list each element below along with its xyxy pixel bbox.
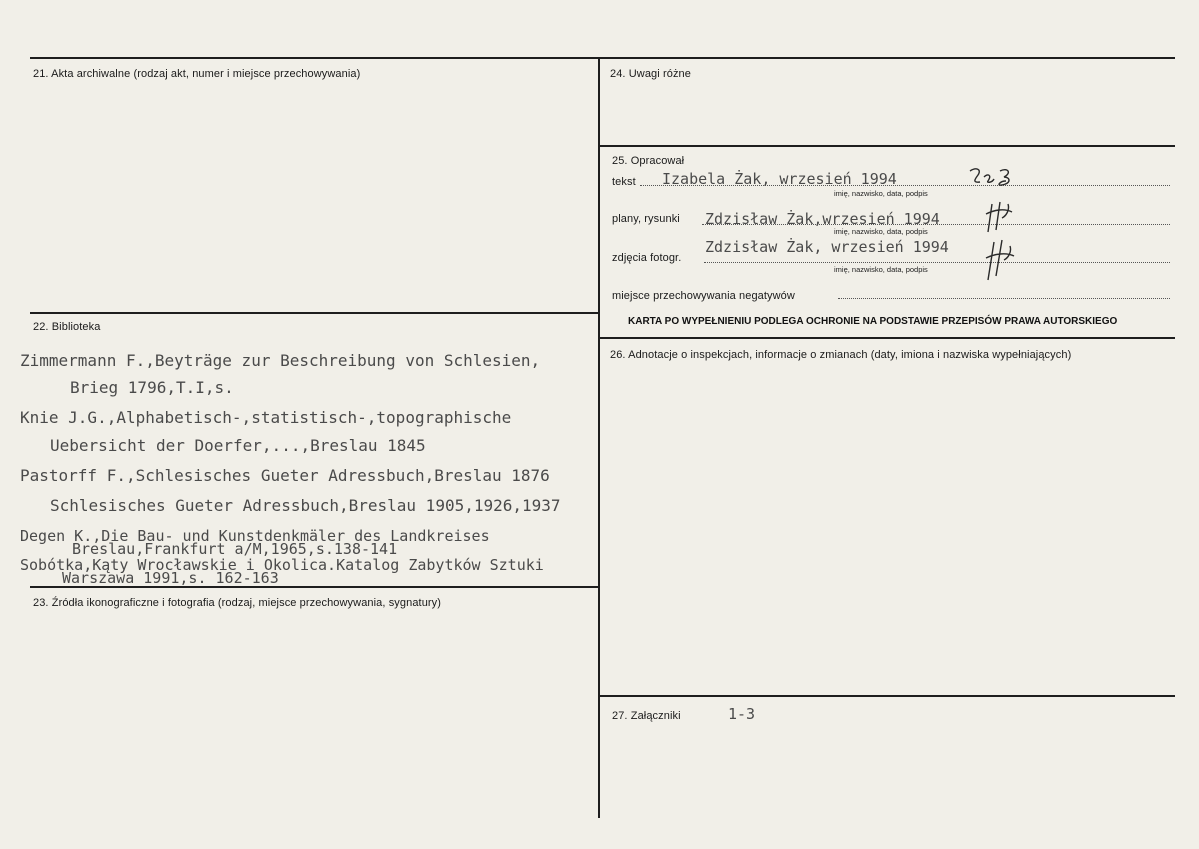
copyright-notice: KARTA PO WYPEŁNIENIU PODLEGA OCHRONIE NA PODSTAWIE PRZEPISÓW PRAWA AUTORSKIEGO — [628, 316, 1118, 327]
bibliography-entry: Pastorff F.,Schlesisches Gueter Adressbuch,Breslau 1876 — [20, 466, 550, 485]
section-21-label: 21. Akta archiwalne (rodzaj akt, numer i miejsce przechowywania) — [33, 68, 361, 80]
rule-24-25 — [599, 145, 1175, 147]
bibliography-entry: Sobótka,Kąty Wrocławskie i Okolica.Katalog Zabytków Sztuki — [20, 556, 544, 574]
section-22-label: 22. Biblioteka — [33, 321, 101, 333]
zdjecia-value: Zdzisław Żak, wrzesień 1994 — [705, 238, 949, 256]
bibliography-entry: Zimmermann F.,Beyträge zur Beschreibung von Schlesien, — [20, 351, 541, 370]
plany-hint: imię, nazwisko, data, podpis — [834, 227, 928, 236]
rule-26-27 — [599, 695, 1175, 697]
bibliography-entry: Breslau,Frankfurt a/M,1965,s.138-141 — [72, 540, 398, 558]
negatywy-label: miejsce przechowywania negatywów — [612, 290, 795, 302]
bibliography-entry: Degen K.,Die Bau- und Kunstdenkmäler des Landkreises — [20, 527, 490, 545]
signature-zdzislaw-1-icon — [982, 200, 1016, 236]
section-23-label: 23. Źródła ikonograficzne i fotografia (rodzaj, miejsce przechowywania, sygnatury) — [33, 597, 442, 609]
rule-21-22 — [30, 312, 599, 314]
section-26-label: 26. Adnotacje o inspekcjach, informacje o zmianach (daty, imiona i nazwiska wypełniających) — [610, 349, 1072, 361]
plany-value: Zdzisław Żak,wrzesień 1994 — [705, 210, 940, 228]
attachments-value: 1-3 — [728, 705, 756, 723]
signature-izabela-icon — [966, 163, 1018, 191]
section-24-label: 24. Uwagi różne — [610, 68, 691, 80]
bibliography-entry: Uebersicht der Doerfer,...,Breslau 1845 — [50, 436, 426, 455]
tekst-label: tekst — [612, 176, 636, 188]
zdjecia-label: zdjęcia fotogr. — [612, 252, 682, 264]
bibliography-entry: Warszawa 1991,s. 162-163 — [62, 569, 279, 587]
tekst-hint: imię, nazwisko, data, podpis — [834, 189, 928, 198]
tekst-value: Izabela Żak, wrzesień 1994 — [662, 170, 897, 188]
bibliography-entry: Knie J.G.,Alphabetisch-,statistisch-,topographische — [20, 408, 512, 427]
section-25-label: 25. Opracował — [612, 155, 685, 167]
zdjecia-line — [704, 262, 1170, 263]
top-rule — [30, 57, 1175, 59]
rule-25-26 — [599, 337, 1175, 339]
bibliography-entry: Schlesisches Gueter Adressbuch,Breslau 1905,1926,1937 — [50, 496, 561, 515]
bibliography-entry: Brieg 1796,T.I,s. — [70, 378, 234, 397]
negatywy-line — [838, 298, 1170, 299]
plany-label: plany, rysunki — [612, 213, 680, 225]
zdjecia-hint: imię, nazwisko, data, podpis — [834, 265, 928, 274]
center-divider — [598, 58, 600, 818]
section-27-label: 27. Załączniki — [612, 710, 681, 722]
signature-zdzislaw-2-icon — [982, 238, 1018, 284]
